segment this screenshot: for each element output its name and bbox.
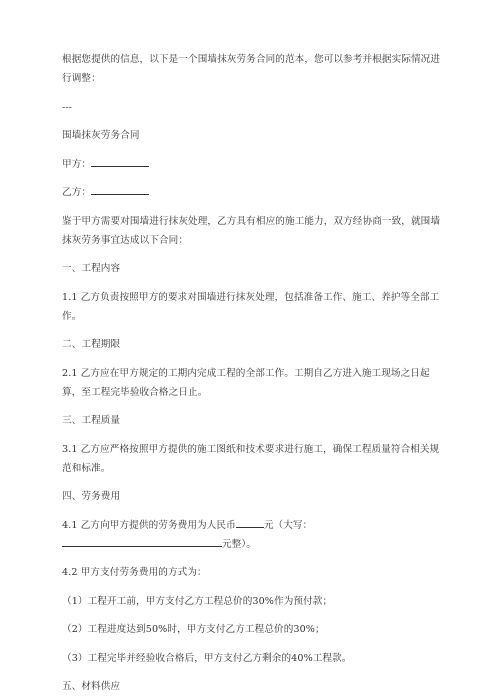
- amount-blank: [236, 516, 264, 528]
- party-a-blank: [91, 155, 149, 167]
- payment-item-3: （3）工程完毕并经验收合格后，甲方支付乙方剩余的40%工程款。: [62, 652, 352, 664]
- clause-2-1: 2.1 乙方应在甲方规定的工期内完成工程的全部工作。工期自乙方进入施工现场之日起算，至工程完毕验收合格之日止。: [62, 367, 430, 398]
- amount-in-words-blank: [62, 535, 222, 547]
- separator: ---: [62, 101, 73, 113]
- section-4-heading: 四、劳务费用: [62, 491, 121, 502]
- clause-4-1-text-c: 元整）。: [222, 538, 256, 550]
- party-a-label: 甲方：: [62, 158, 92, 170]
- intro-paragraph: 根据您提供的信息，以下是一个围墙抹灰劳务合同的范本，您可以参考并根据实际情况进行调整：: [62, 54, 441, 84]
- payment-item-2: （2）工程进度达到50%时，甲方支付乙方工程总价的30%；: [62, 624, 325, 635]
- party-a-line: [62, 155, 444, 174]
- clause-4-1-text-b: 元（大写：: [263, 519, 313, 531]
- section-2-heading: 二、工程期限: [62, 339, 121, 350]
- clause-4-1: [62, 516, 444, 554]
- party-b-line: [62, 183, 444, 202]
- preamble-paragraph: 鉴于甲方需要对围墙进行抹灰处理，乙方具有相应的施工能力，双方经协商一致，就围墙抹灰劳务事宜达成以下合同：: [62, 215, 441, 246]
- contract-title: 围墙抹灰劳务合同: [62, 130, 140, 141]
- party-b-blank: [91, 183, 149, 195]
- clause-4-1-text-a: 4.1 乙方向甲方提供的劳务费用为人民币: [62, 519, 236, 531]
- section-5-heading: 五、材料供应: [62, 681, 121, 692]
- party-b-label: 乙方：: [62, 187, 92, 198]
- clause-1-1: 1.1 乙方负责按照甲方的要求对围墙进行抹灰处理，包括准备工作、施工、养护等全部工作。: [62, 291, 440, 322]
- section-3-heading: 三、工程质量: [62, 415, 121, 426]
- payment-item-1: （1）工程开工前，甲方支付乙方工程总价的30%作为预付款；: [62, 595, 333, 607]
- clause-3-1: 3.1 乙方应严格按照甲方提供的施工图纸和技术要求进行施工，确保工程质量符合相关规范和标准。: [62, 443, 440, 474]
- clause-4-2: 4.2 甲方支付劳务费用的方式为：: [62, 567, 207, 578]
- section-1-heading: 一、工程内容: [62, 263, 121, 274]
